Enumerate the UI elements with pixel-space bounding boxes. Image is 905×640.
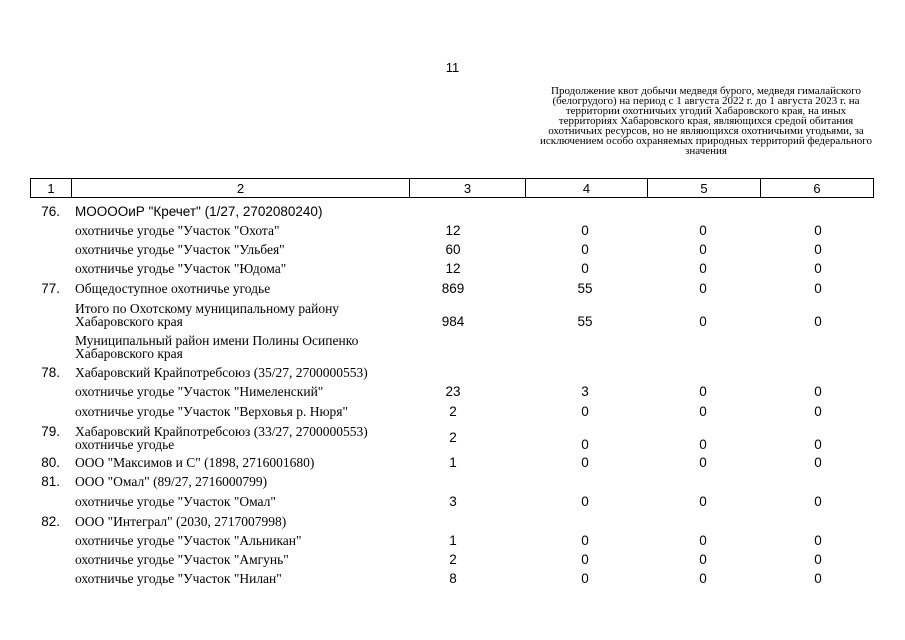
value-col-3: 60 [445,242,461,257]
row-name: ООО "Интеграл" (2030, 2717007998) [75,514,287,529]
value-col-3: 1 [449,533,457,548]
value-col-5: 0 [699,384,707,399]
value-col-5: 0 [699,437,707,452]
row-name: Хабаровский Крайпотребсоюз (33/27, 2700000553) охотничье угодье [75,424,368,452]
value-col-6: 0 [814,437,822,452]
value-col-6: 0 [814,242,822,257]
value-col-4: 0 [581,571,589,586]
value-col-4: 3 [581,384,589,399]
value-col-6: 0 [814,314,822,329]
value-col-3: 23 [445,384,461,399]
value-col-3: 1 [449,455,457,470]
value-col-5: 0 [699,571,707,586]
row-name: охотничье угодье "Участок "Юдома" [75,261,287,276]
value-col-3: 8 [449,571,457,586]
row-number: 76. [41,204,60,219]
header-col-3: 3 [410,179,526,197]
row-name: Хабаровский Крайпотребсоюз (35/27, 2700000553) [75,365,368,380]
value-col-4: 0 [581,242,589,257]
value-col-4: 0 [581,552,589,567]
value-col-6: 0 [814,533,822,548]
value-col-5: 0 [699,281,707,296]
row-name: охотничье угодье "Участок "Омал" [75,494,276,509]
value-col-6: 0 [814,571,822,586]
row-name: охотничье угодье "Участок "Амгунь" [75,552,289,567]
header-col-2: 2 [72,179,410,197]
row-name: охотничье угодье "Участок "Ульбея" [75,242,285,257]
value-col-5: 0 [699,261,707,276]
value-col-4: 0 [581,437,589,452]
value-col-4: 0 [581,494,589,509]
header-col-4: 4 [526,179,648,197]
value-col-3: 3 [449,494,457,509]
row-name: ООО "Омал" (89/27, 2716000799) [75,474,268,489]
row-name: ООО "Максимов и С" (1898, 2716001680) [75,455,315,470]
value-col-4: 0 [581,261,589,276]
row-name: Общедоступное охотничье угодье [75,281,271,296]
value-col-4: 55 [577,314,593,329]
value-col-4: 0 [581,533,589,548]
value-col-6: 0 [814,261,822,276]
value-col-3: 869 [441,281,465,296]
value-col-6: 0 [814,552,822,567]
header-col-5: 5 [648,179,761,197]
row-name: охотничье угодье "Участок "Альникан" [75,533,302,548]
value-col-5: 0 [699,494,707,509]
value-col-6: 0 [814,455,822,470]
value-col-5: 0 [699,455,707,470]
value-col-3: 984 [441,314,465,329]
value-col-3: 2 [449,552,457,567]
row-number: 79. [41,424,60,439]
row-number: 77. [41,281,60,296]
value-col-4: 0 [581,223,589,238]
value-col-3: 2 [449,404,457,419]
row-name: Итого по Охотскому муниципальному району Хабаровского края [75,301,340,329]
value-col-5: 0 [699,314,707,329]
row-name: Муниципальный район имени Полины Осипенко Хабаровского края [75,333,359,361]
header-col-1: 1 [31,179,72,197]
value-col-6: 0 [814,223,822,238]
row-number: 81. [41,474,60,489]
value-col-5: 0 [699,242,707,257]
header-col-6: 6 [813,180,821,196]
table-header [30,178,874,198]
page-number: 11 [445,60,460,75]
value-col-5: 0 [699,533,707,548]
table-caption: Продолжение квот добычи медведя бурого, медведя гималайского (белогрудого) на период с 1 августа 2022 г. до 1 августа 2023 г. на территории охотничьих угодий Хабаровского края, на иных территориях Хабаровского края, являющихся средой обитания охотничьих ресурсов, но не являющихся охотничьими угодьями, за исключением особо охраняемых природных территорий федерального значения [539,85,873,157]
row-number: 78. [41,365,60,380]
value-col-4: 55 [577,281,593,296]
value-col-5: 0 [699,404,707,419]
value-col-3: 12 [445,261,461,276]
row-name: МООООиР "Кречет" (1/27, 2702080240) [75,204,323,219]
value-col-3: 12 [445,223,461,238]
value-col-5: 0 [699,223,707,238]
row-number: 82. [41,514,60,529]
value-col-6: 0 [814,404,822,419]
row-name: охотничье угодье "Участок "Нилан" [75,571,282,586]
value-col-5: 0 [699,552,707,567]
row-name: охотничье угодье "Участок "Охота" [75,223,280,238]
value-col-4: 0 [581,455,589,470]
row-number: 80. [41,455,60,470]
value-col-6: 0 [814,281,822,296]
value-col-6: 0 [814,494,822,509]
value-col-6: 0 [814,384,822,399]
value-col-3: 2 [449,430,457,445]
row-name: охотничье угодье "Участок "Верховья р. Нюря" [75,404,348,419]
row-name: охотничье угодье "Участок "Нимеленский" [75,384,324,399]
value-col-4: 0 [581,404,589,419]
